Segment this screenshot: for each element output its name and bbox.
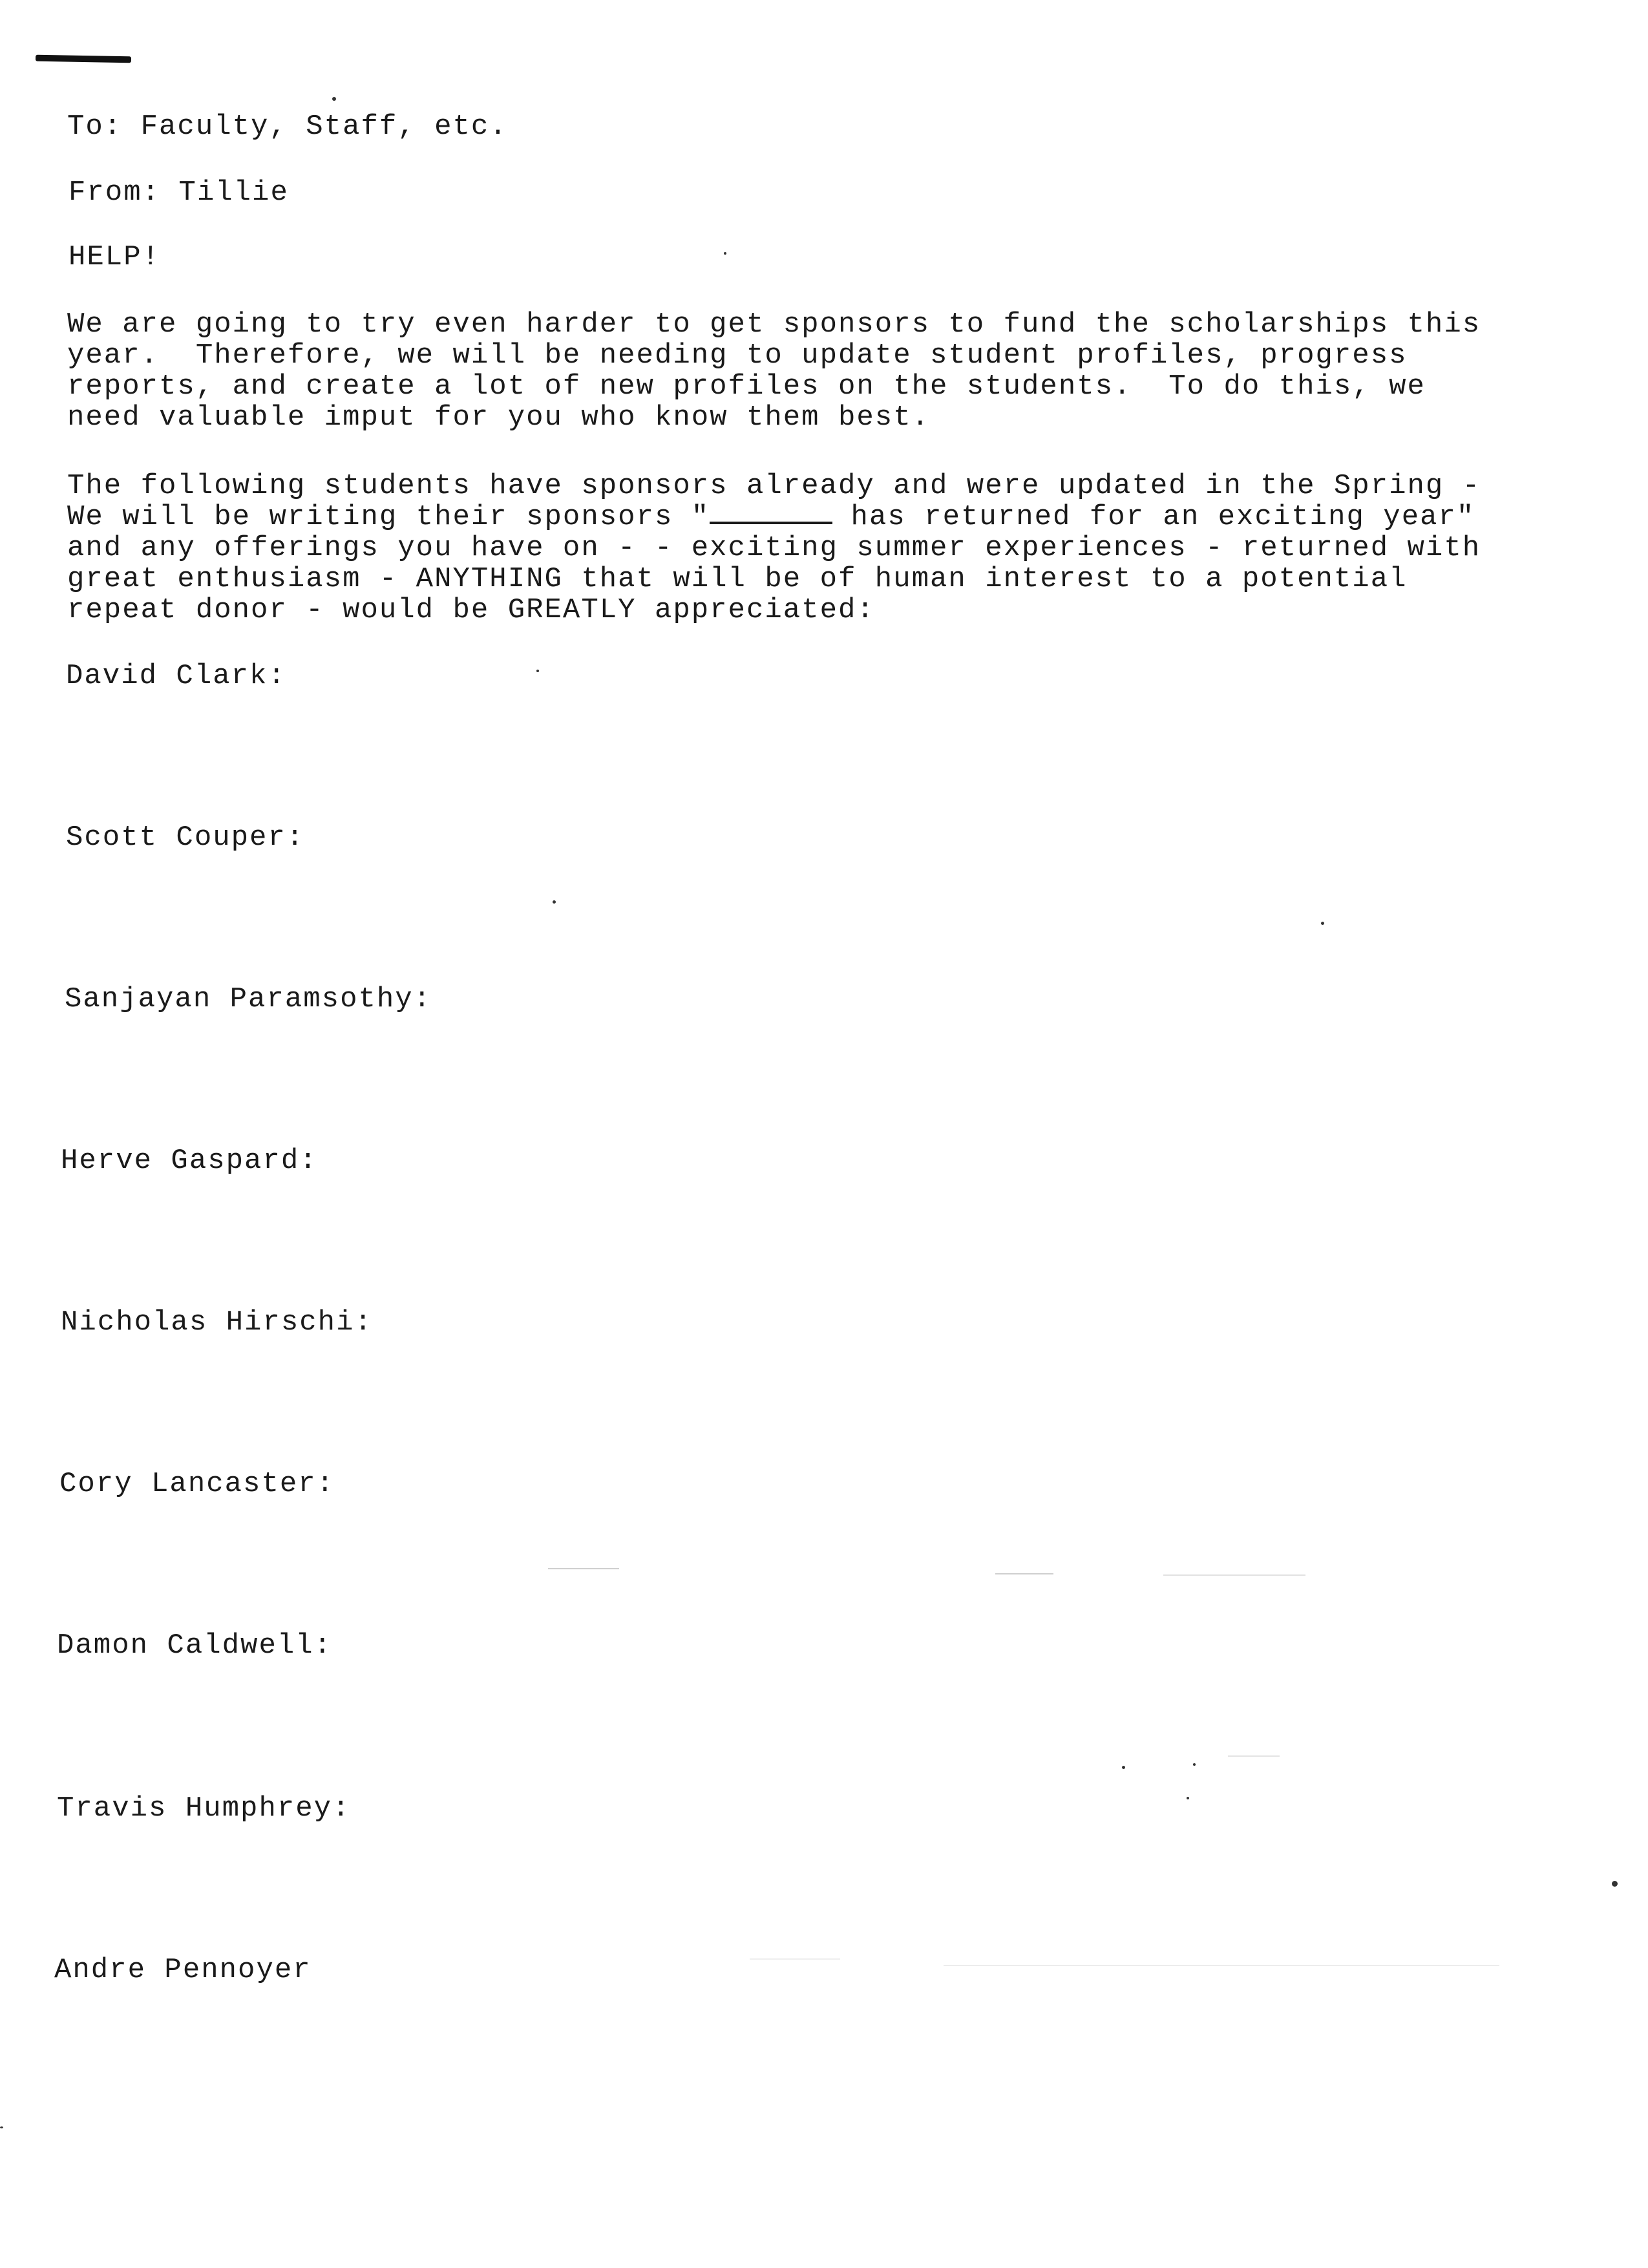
paragraph-request-line: and any offerings you have on - - exciting summer experiences - returned with <box>67 532 1481 564</box>
student-david-clark: David Clark: <box>66 660 286 692</box>
student-sanjayan-paramsothy: Sanjayan Paramsothy: <box>65 983 432 1015</box>
paragraph-intro-line: year. Therefore, we will be needing to update student profiles, progress <box>67 339 1408 372</box>
memo-from: From: Tillie <box>69 176 289 209</box>
paragraph-intro <box>67 309 1631 433</box>
student-nicholas-hirschi: Nicholas Hirschi: <box>61 1306 373 1339</box>
paragraph-request-line: great enthusiasm - ANYTHING that will be of human interest to a potential <box>67 563 1408 595</box>
scan-speck <box>0 2126 3 2128</box>
memo-exclamation: HELP! <box>69 241 161 273</box>
scan-speck <box>553 900 556 904</box>
scan-smudge <box>750 1958 840 1960</box>
student-herve-gaspard: Herve Gaspard: <box>61 1145 318 1177</box>
student-damon-caldwell: Damon Caldwell: <box>57 1629 333 1662</box>
scan-speck <box>332 97 336 101</box>
scan-speck <box>536 670 539 672</box>
paragraph-request-line: repeat donor - would be GREATLY appreciated: <box>67 594 875 626</box>
quote-prefix: We will be writing their sponsors " <box>67 501 710 533</box>
scan-speck <box>1187 1797 1189 1799</box>
paragraph-request-line: The following students have sponsors already and were updated in the Spring - <box>67 470 1481 502</box>
student-andre-pennoyer: Andre Pennoyer <box>54 1954 312 1986</box>
scan-speck <box>1321 922 1324 925</box>
scan-smudge <box>1228 1755 1280 1757</box>
paragraph-intro-line: reports, and create a lot of new profiles on the students. To do this, we <box>67 370 1426 403</box>
scan-speck <box>724 252 726 255</box>
scan-smudge <box>1163 1574 1305 1576</box>
scan-speck <box>1122 1766 1125 1769</box>
scan-speck <box>1193 1763 1196 1766</box>
scan-smudge <box>548 1568 619 1569</box>
scan-smudge <box>995 1573 1053 1574</box>
student-travis-humphrey: Travis Humphrey: <box>57 1792 351 1825</box>
scan-speck <box>1612 1881 1618 1887</box>
student-scott-couper: Scott Couper: <box>66 821 305 854</box>
paragraph-request-line <box>67 502 1631 533</box>
paragraph-request <box>67 471 1631 626</box>
student-cory-lancaster: Cory Lancaster: <box>59 1468 335 1500</box>
scan-smudge <box>944 1965 1499 1966</box>
name-blank <box>710 502 832 524</box>
paragraph-intro-line: We are going to try even harder to get sponsors to fund the scholarships this <box>67 308 1481 341</box>
memo-to: To: Faculty, Staff, etc. <box>67 111 508 143</box>
paragraph-intro-line: need valuable imput for you who know them best. <box>67 401 931 434</box>
scan-mark <box>36 55 131 63</box>
quote-suffix: has returned for an exciting year" <box>832 501 1475 533</box>
